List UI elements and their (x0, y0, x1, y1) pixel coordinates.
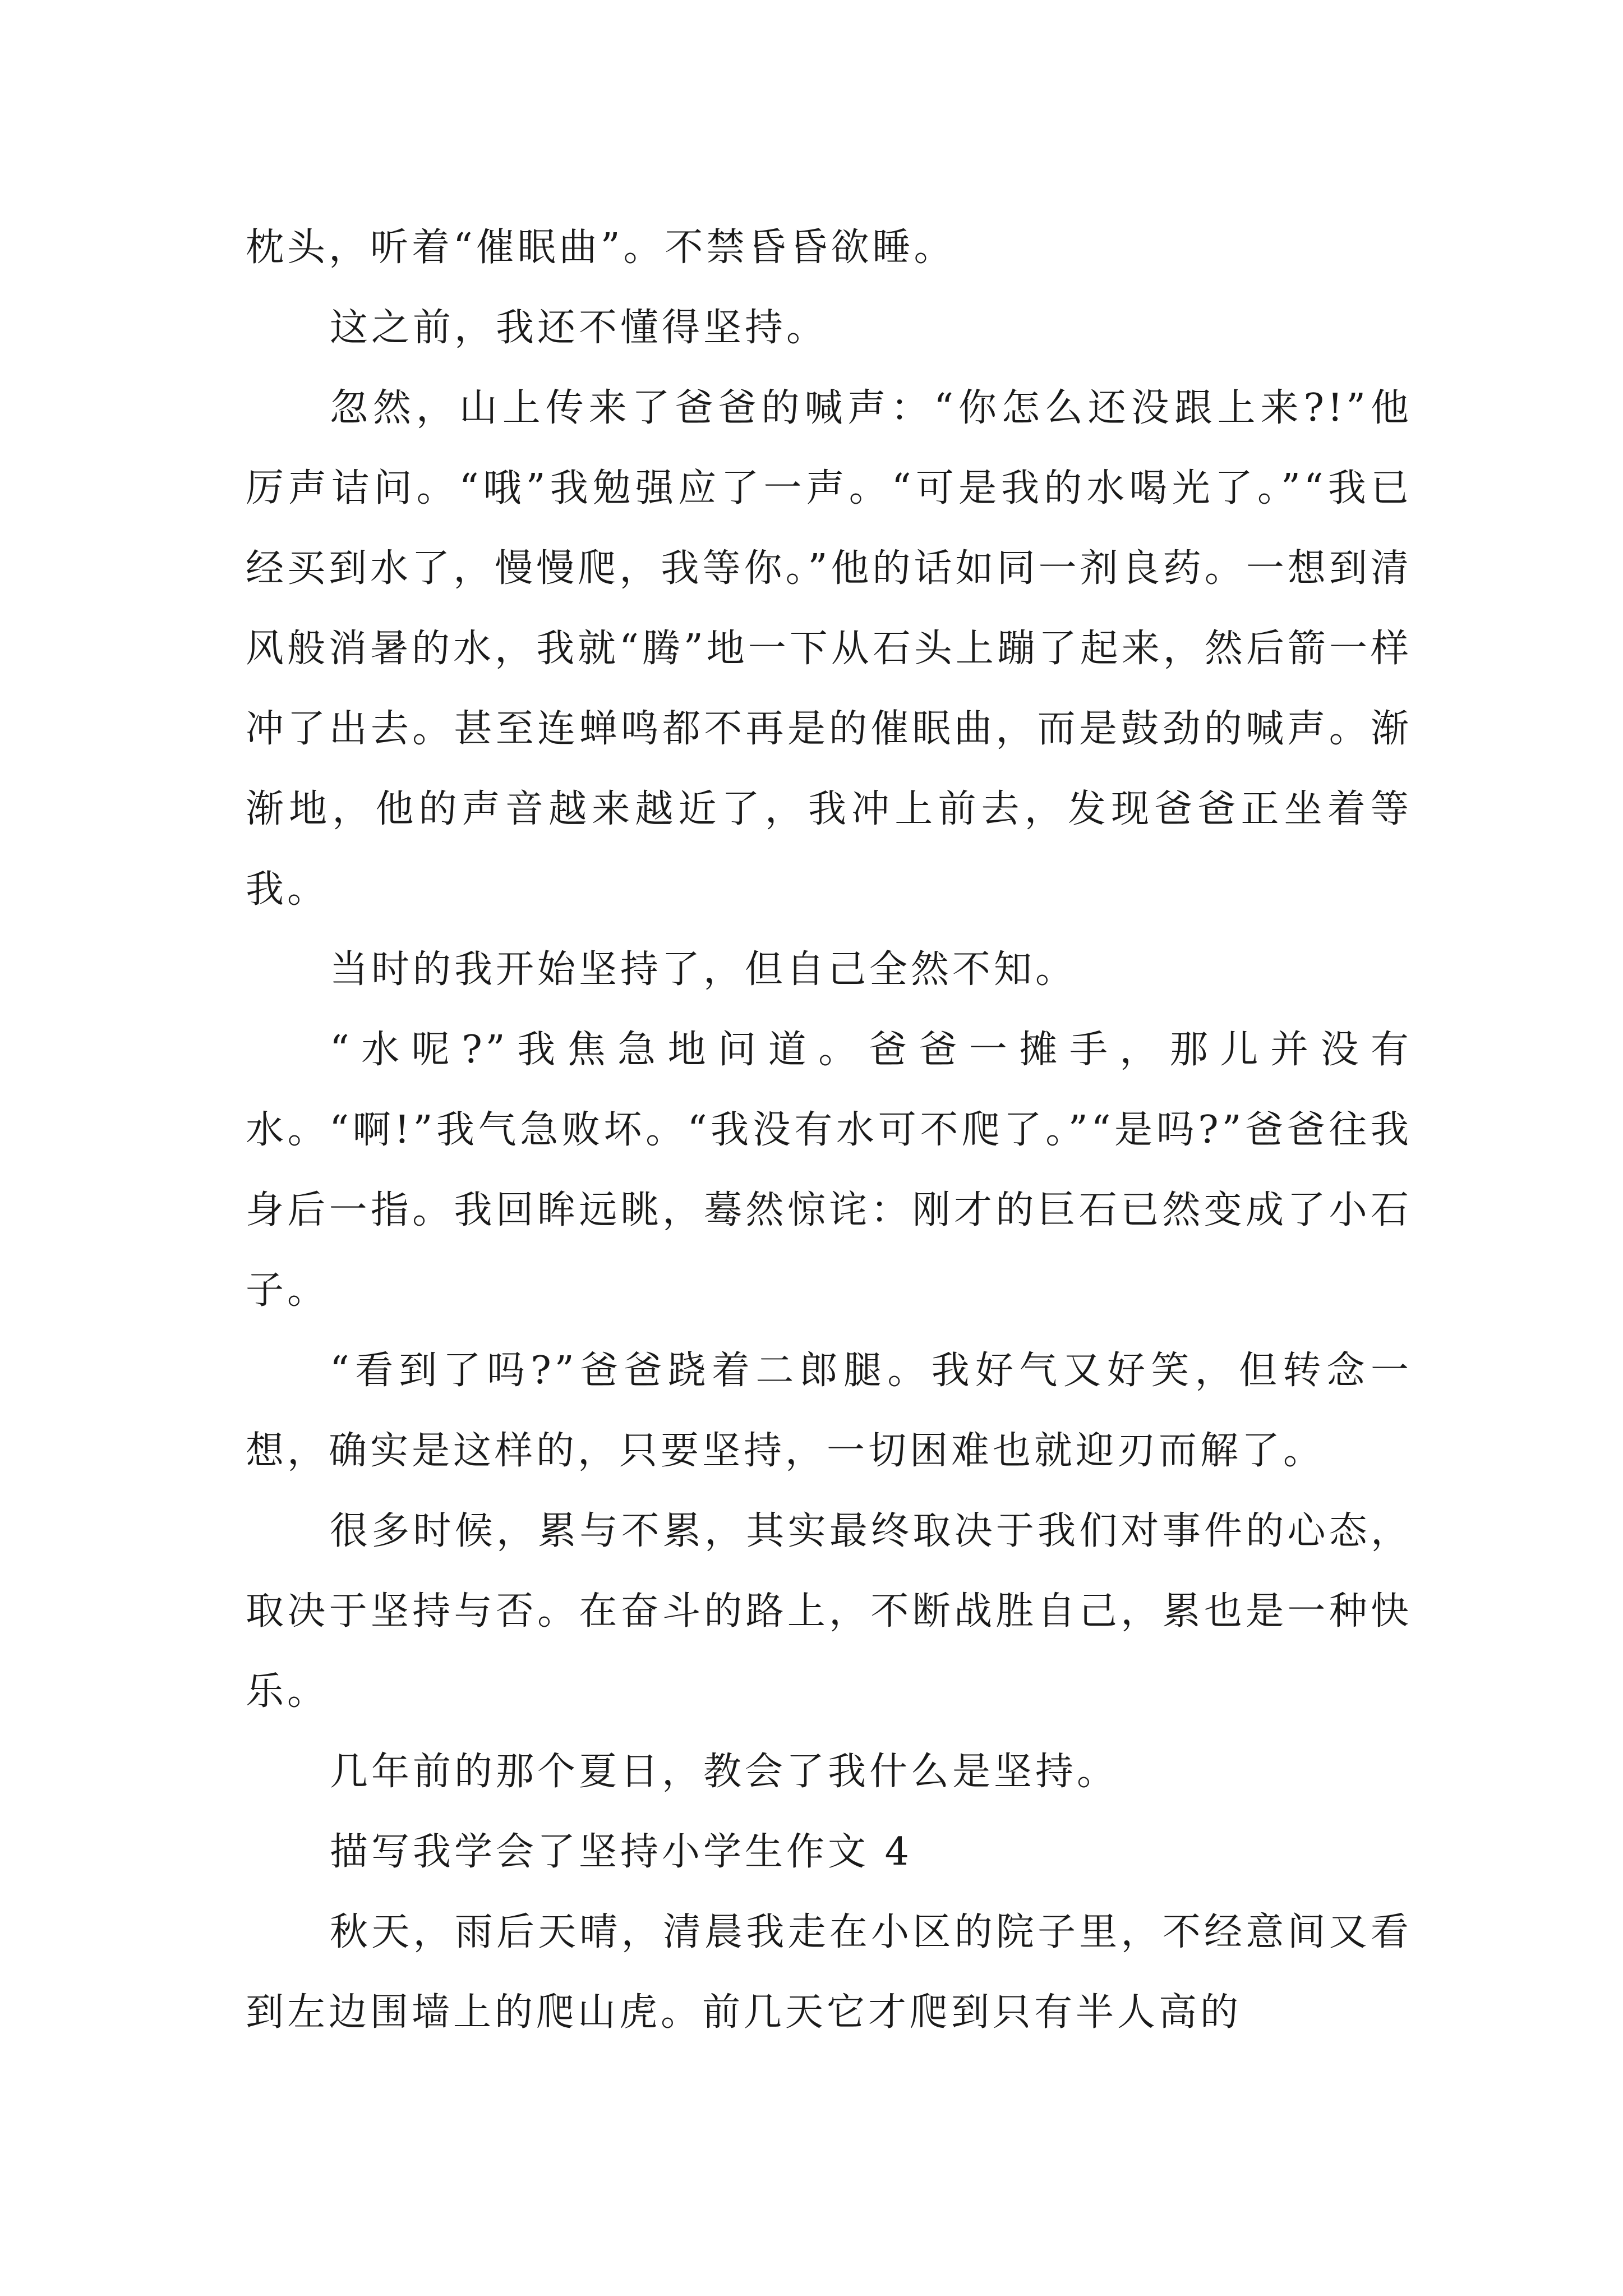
paragraph-6: “看到了吗?”爸爸跷着二郎腿。我好气又好笑，但转念一想，确实是这样的，只要坚持，一切困难也就迎刃而解了。 (246, 1349, 1412, 1473)
paragraph-1: 枕头，听着“催眠曲”。不禁昏昏欲睡。 (246, 226, 956, 270)
essay-body (246, 208, 1412, 2053)
paragraph-2: 这之前，我还不懂得坚持。 (330, 306, 828, 350)
paragraph-7: 很多时候，累与不累，其实最终取决于我们对事件的心态，取决于坚持与否。在奋斗的路上，不断战胜自己，累也是一种快乐。 (246, 1509, 1412, 1714)
section-heading: 描写我学会了坚持小学生作文 4 (330, 1830, 912, 1874)
paragraph-5: “水呢?”我焦急地问道。爸爸一摊手，那儿并没有水。“啊!”我气急败坏。“我没有水可不爬了。”“是吗?”爸爸往我身后一指。我回眸远眺，蓦然惊诧：刚才的巨石已然变成了小石子。 (246, 1028, 1412, 1313)
paragraph-8: 几年前的那个夏日，教会了我什么是坚持。 (330, 1750, 1119, 1794)
paragraph-3: 忽然，山上传来了爸爸的喊声：“你怎么还没跟上来?!”他厉声诘问。“哦”我勉强应了一声。“可是我的水喝光了。”“我已经买到水了，慢慢爬，我等你。”他的话如同一剂良药。一想到清风般消暑的水，我就“腾”地一下从石头上蹦了起来，然后箭一样冲了出去。甚至连蝉鸣都不再是的催眠曲，而是鼓劲的喊声。渐渐地，他的声音越来越近了，我冲上前去，发现爸爸正坐着等我。 (246, 386, 1412, 912)
paragraph-4: 当时的我开始坚持了，但自己全然不知。 (330, 947, 1077, 992)
paragraph-9: 秋天，雨后天晴，清晨我走在小区的院子里，不经意间又看到左边围墙上的爬山虎。前几天它才爬到只有半人高的 (246, 1910, 1412, 2035)
